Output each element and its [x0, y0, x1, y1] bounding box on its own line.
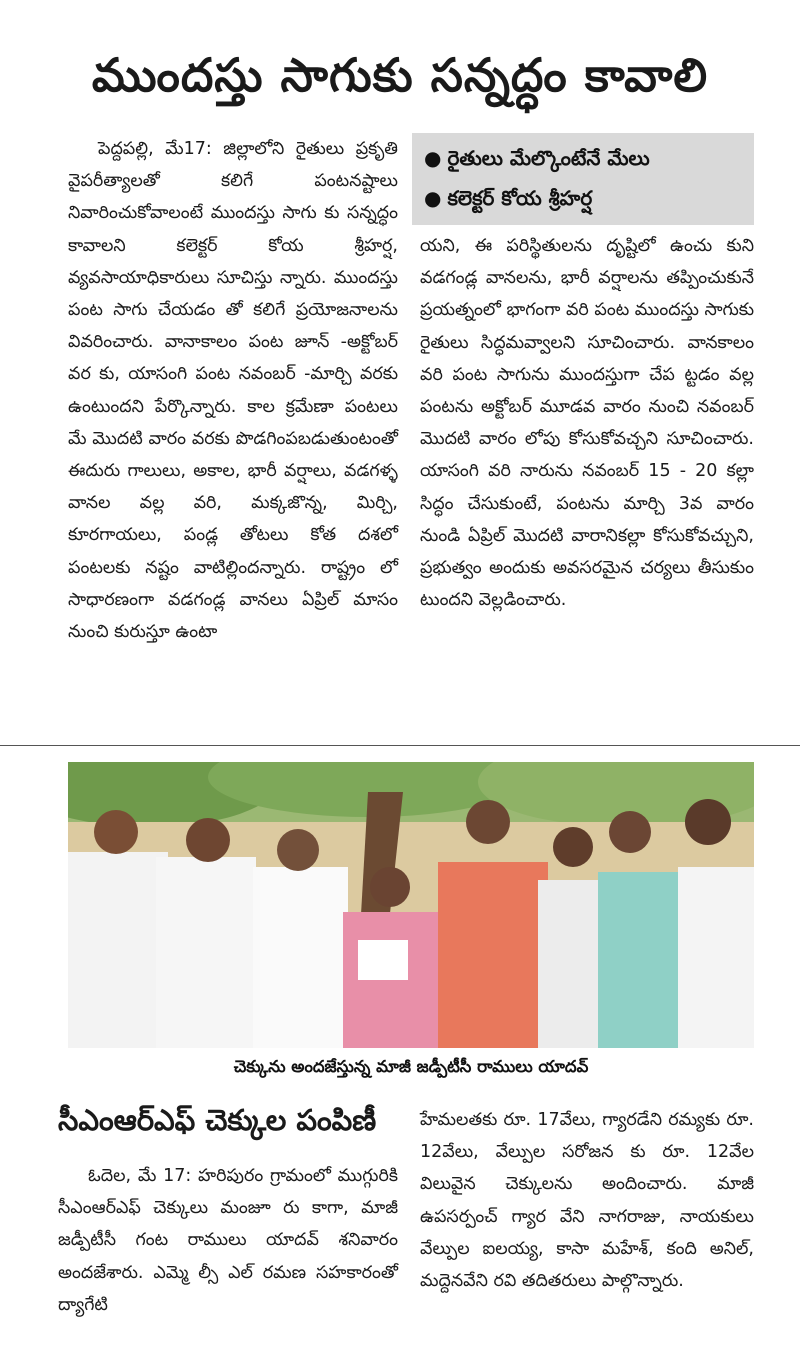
headline: ముందస్తు సాగుకు సన్నద్ధం కావాలి [91, 48, 709, 102]
bullet-box [412, 133, 754, 225]
bullet-item: ● కలెక్టర్ కోయ శ్రీహర్ష [424, 183, 592, 213]
article1-left-text: పెద్దపల్లి, మే17: జిల్లాలోని రైతులు ప్రకృతి వైపరీత్యాలతో కలిగే పంటనష్టాలు నివారించుకోవాలంటే ముందస్తు సాగు కు సన్నద్ధం కావాలని కలెక్టర్ కోయ శ్రీహర్ష, వ్యవసాయాధికారులు సూచిస్తు న్నారు. ముందస్తు పంట సాగు చేయడం తో కలిగే ప్రయోజనాలను వివరించారు. వానాకాలం పంట జూన్ -అక్టోబర్ వర కు, యాసంగి పంట నవంబర్ -మార్చి వరకు ఉంటుందని పేర్కొన్నారు. కాల క్రమేణా పంటలు మే మొదటి వారం వరకు పొడగింపబడుతుంటంతో ఈదురు గాలులు, అకాల, భారీ వర్షాలు, వడగళ్ళ వానల వల్ల వరి, మక్కజొన్న, మిర్చి, కూరగాయలు, పండ్ల తోటలు కోత దశలో పంటలకు నష్టం వాటిల్లిందన్నారు. రాష్ట్రం లో సాధారణంగా వడగండ్ల వానలు ఏప్రిల్ మాసం నుంచి కురుస్తూ ఉంటా [68, 139, 398, 643]
bullet-dot-icon: ● [424, 186, 442, 210]
article2-headline: సీఎంఆర్ఎఫ్ చెక్కుల పంపిణీ [58, 1103, 377, 1137]
article2-left-text: ఓదెల, మే 17: హరిపురం గ్రామంలో ముగ్గురికి సీఎంఆర్ఎఫ్ చెక్కులు మంజూ రు కాగా, మాజీ జడ్పీటీసీ గంట రాములు యాదవ్ శనివారం అందజేశారు. ఎమ్మె ల్సీ ఎల్ రమణ సహకారంతో ద్యాగేటి [58, 1166, 398, 1315]
photo-caption: చెక్కును అందజేస్తున్న మాజీ జడ్పీటీసీ రాములు యాదవ్ [233, 1057, 589, 1076]
article1-right-column [420, 230, 754, 616]
news-photo [68, 762, 754, 1048]
bullet-dot-icon: ● [424, 146, 442, 170]
bullet-item: ● రైతులు మేల్కొంటేనే మేలు [424, 143, 650, 173]
article1-left-column [68, 133, 398, 648]
article2-left-column [58, 1160, 398, 1321]
section-divider [0, 745, 800, 746]
article2-right-text: హేమలతకు రూ. 17వేలు, గ్యారడేని రమ్యకు రూ. 12వేలు, వేల్పుల సరోజన కు రూ. 12వేల విలువైన చెక్కులను అందించారు. మాజీ ఉపసర్పంచ్ గ్యార వేని నాగరాజు, నాయకులు వేల్పుల ఐలయ్య, కాసా మహేశ్, కంది అనిల్, మద్దెనవేని రవి తదితరులు పాల్గొన్నారు. [420, 1110, 754, 1292]
article2-right-column [420, 1104, 754, 1297]
article1-right-text: యని, ఈ పరిస్థితులను దృష్టిలో ఉంచు కుని వడగండ్ల వానలను, భారీ వర్షాలను తప్పించుకునే ప్రయత్నంలో భాగంగా వరి పంట ముందస్తు సాగుకు రైతులు సిద్ధమవ్వాలని సూచించారు. వానకాలం వరి పంట సాగును ముందస్తుగా చేప ట్టడం వల్ల పంటను అక్టోబర్ మూడవ వారం నుంచి నవంబర్ మొదటి వారం లోపు కోసుకోవచ్చని సూచించారు. యాసంగి వరి నారును నవంబర్ 15 - 20 కల్లా సిద్ధం చేసుకుంటే, పంటను మార్చి 3వ వారం నుండి ఏప్రిల్ మొదటి వారానికల్లా కోసుకోవచ్చుని, ప్రభుత్వం అందుకు అవసరమైన చర్యలు తీసుకుం టుందని వెల్లడించారు. [420, 236, 754, 611]
